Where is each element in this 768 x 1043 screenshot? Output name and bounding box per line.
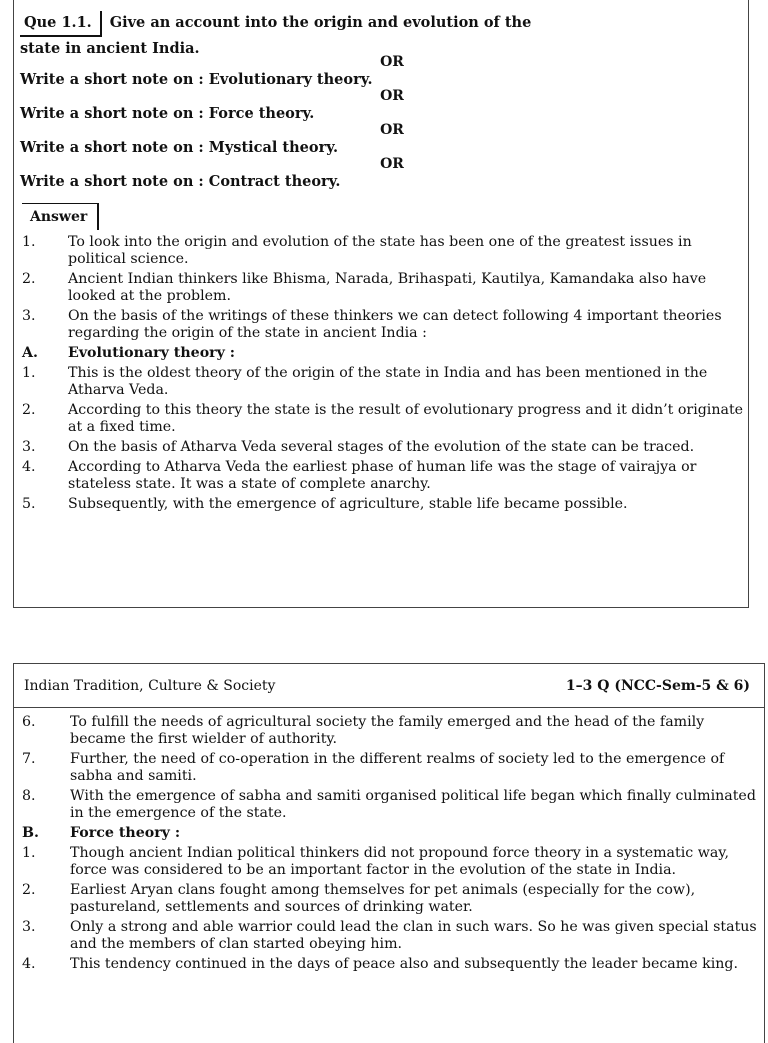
item-text: To fulfill the needs of agricultural society the family emerged and the head of the family became the first wielder of authority. <box>70 714 705 747</box>
item-text: Evolutionary theory : <box>68 345 236 361</box>
answer-list <box>14 234 748 513</box>
item-text: According to this theory the state is the result of evolutionary progress and it didn’t originate at a fixed time. <box>68 402 744 435</box>
item-text: Though ancient Indian political thinkers did not propound force theory in a systematic way, force was considered to be an important factor in the evolution of the state in India. <box>70 845 729 878</box>
question-label: Que 1.1. <box>20 11 102 37</box>
list-item <box>14 459 748 493</box>
item-number: 6. <box>22 714 36 730</box>
item-text: On the basis of the writings of these thinkers we can detect following 4 important theories regarding the origin of the state in ancient India : <box>68 308 722 341</box>
page-2 <box>13 663 765 1043</box>
list-item <box>14 714 764 748</box>
item-number: 7. <box>22 751 36 767</box>
or-separator: OR <box>380 156 404 172</box>
list-item <box>14 788 764 822</box>
item-number: 2. <box>22 882 36 898</box>
answer-list-continued <box>14 714 764 973</box>
item-text: To look into the origin and evolution of the state has been one of the greatest issues in political science. <box>68 234 692 267</box>
item-text: According to Atharva Veda the earliest phase of human life was the stage of vairajya or stateless state. It was a state of complete anarchy. <box>68 459 697 492</box>
list-item <box>14 402 748 436</box>
item-number: 3. <box>22 439 36 455</box>
item-number: B. <box>22 825 39 841</box>
or-separator: OR <box>380 54 404 70</box>
item-number: 8. <box>22 788 36 804</box>
page-1 <box>13 0 749 608</box>
section-heading <box>14 345 748 362</box>
alt-question-contract: Write a short note on : Contract theory. <box>20 173 341 190</box>
list-item <box>14 234 748 268</box>
item-text: Only a strong and able warrior could lead the clan in such wars. So he was given special status and the members of clan started obeying him. <box>70 919 757 952</box>
list-item <box>14 496 748 513</box>
answer-label: Answer <box>22 203 99 230</box>
item-text: Subsequently, with the emergence of agriculture, stable life became possible. <box>68 496 628 512</box>
book-title: Indian Tradition, Culture & Society <box>24 678 276 694</box>
item-number: 2. <box>22 271 36 287</box>
item-number: 4. <box>22 459 36 475</box>
list-item <box>14 845 764 879</box>
item-text: Further, the need of co-operation in the different realms of society led to the emergence of sabha and samiti. <box>70 751 725 784</box>
item-number: 2. <box>22 402 36 418</box>
item-text: This is the oldest theory of the origin of the state in India and has been mentioned in the Atharva Veda. <box>68 365 708 398</box>
page-reference: 1–3 Q (NCC-Sem-5 & 6) <box>565 678 750 694</box>
item-text: On the basis of Atharva Veda several stages of the evolution of the state can be traced. <box>68 439 695 455</box>
list-item <box>14 271 748 305</box>
list-item <box>14 919 764 953</box>
or-separator: OR <box>380 122 404 138</box>
item-number: A. <box>22 345 38 361</box>
question-block <box>20 11 744 192</box>
running-header <box>14 664 764 708</box>
list-item <box>14 439 748 456</box>
alt-question-mystical: Write a short note on : Mystical theory. <box>20 139 339 156</box>
list-item <box>14 956 764 973</box>
alt-question-evolutionary: Write a short note on : Evolutionary theory. <box>20 71 373 88</box>
item-number: 1. <box>22 845 36 861</box>
item-number: 3. <box>22 308 36 324</box>
item-number: 4. <box>22 956 36 972</box>
item-text: Ancient Indian thinkers like Bhisma, Narada, Brihaspati, Kautilya, Kamandaka also have looked at the problem. <box>68 271 707 304</box>
list-item <box>14 882 764 916</box>
question-line-2: state in ancient India. <box>20 40 200 57</box>
question-text: Give an account into the origin and evolution of the <box>109 14 532 31</box>
item-text: Earliest Aryan clans fought among themselves for pet animals (especially for the cow), pastureland, settlements and sources of drinking water. <box>70 882 696 915</box>
question-line-1 <box>20 11 744 37</box>
list-item <box>14 365 748 399</box>
list-item <box>14 751 764 785</box>
item-number: 3. <box>22 919 36 935</box>
item-number: 5. <box>22 496 36 512</box>
item-text: This tendency continued in the days of peace also and subsequently the leader became king. <box>70 956 738 972</box>
or-separator: OR <box>380 88 404 104</box>
item-number: 1. <box>22 234 36 250</box>
alt-question-force: Write a short note on : Force theory. <box>20 105 315 122</box>
list-item <box>14 308 748 342</box>
item-text: Force theory : <box>70 825 181 841</box>
item-number: 1. <box>22 365 36 381</box>
section-heading <box>14 825 764 842</box>
item-text: With the emergence of sabha and samiti organised political life began which finally culminated in the emergence of the state. <box>70 788 756 821</box>
